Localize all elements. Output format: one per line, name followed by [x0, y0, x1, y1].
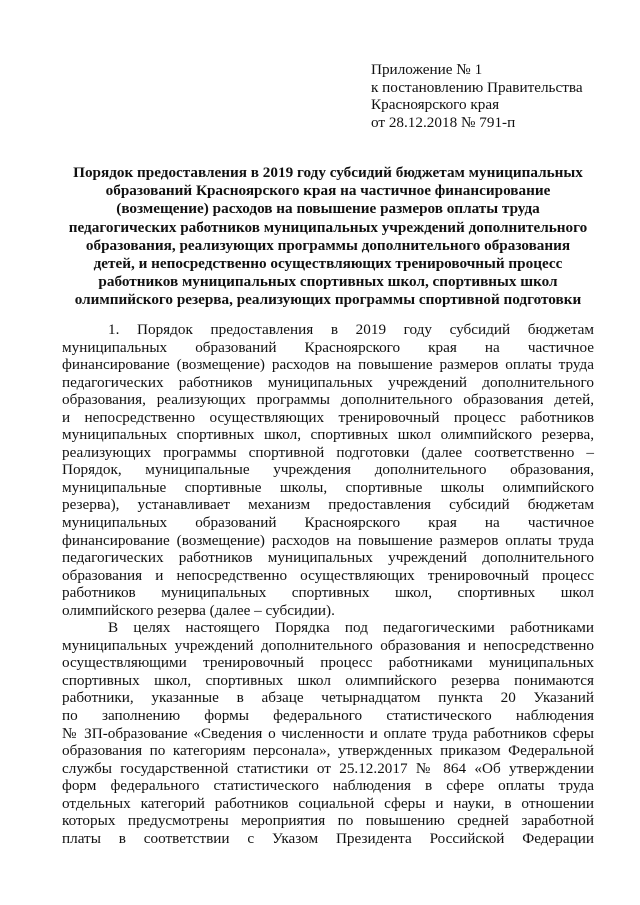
paragraph-2: [62, 619, 594, 847]
text-line: финансирование (возмещение) расходов на повышение размеров оплаты труда: [62, 531, 594, 549]
appendix-resolution-ref: к постановлению Правительства: [371, 78, 583, 96]
text-line: муниципальных образований Красноярского края на частичное: [62, 338, 594, 356]
appendix-date-number: от 28.12.2018 № 791-п: [371, 113, 516, 131]
text-line: резерва), устанавливает механизм предоставления субсидий бюджетам: [62, 496, 594, 514]
text-line: работников муниципальных спортивных школ, спортивных школ: [62, 584, 594, 602]
appendix-header: [371, 61, 621, 131]
title-line: образования, реализующих программы дополнительного образования: [85, 236, 571, 254]
appendix-number: Приложение № 1: [371, 61, 483, 78]
appendix-region: Красноярского края: [371, 96, 500, 114]
title-line: Порядок предоставления в 2019 году субсидий бюджетам муниципальных: [73, 164, 583, 181]
text-line: отдельных категорий работников социальной сферы и науки, в отношении: [62, 794, 594, 812]
text-line: муниципальные спортивные школы, спортивные школы олимпийского: [62, 478, 594, 496]
text-line: педагогических работников муниципальных учреждений дополнительного: [62, 549, 594, 567]
text-line: образования и непосредственно осуществляющих тренировочный процесс: [62, 566, 594, 584]
text-line: осуществляющими тренировочный процесс работниками муниципальных: [62, 654, 594, 672]
text-line: Порядок, муниципальные учреждения дополнительного образования,: [62, 461, 594, 479]
text-line: форм федерального статистического наблюдения в сфере оплаты труда: [62, 777, 594, 795]
text-line: реализующих программы спортивной подготовки (далее соответственно –: [62, 443, 594, 461]
text-line: образования, реализующих программы дополнительного образования детей,: [62, 391, 594, 409]
title-line: (возмещение) расходов на повышение размеров оплаты труда: [116, 200, 540, 218]
text-line: спортивных школ, спортивных школ олимпийского резерва понимаются: [62, 671, 594, 689]
text-line: по заполнению формы федерального статистического наблюдения: [62, 707, 594, 725]
title-line: детей, и непосредственно осуществляющих тренировочный процесс: [93, 255, 563, 273]
title-line: педагогических работников муниципальных учреждений дополнительного: [68, 218, 588, 236]
paragraph-1: [62, 321, 594, 619]
text-line: № ЗП-образование «Сведения о численности и оплате труда работников сферы: [62, 724, 594, 742]
document-title: [62, 164, 594, 310]
title-line: олимпийского резерва, реализующих программы спортивной подготовки: [74, 291, 582, 309]
text-line: платы в соответствии с Указом Президента Российской Федерации: [62, 829, 594, 847]
text-line: и непосредственно осуществляющих тренировочный процесс работников: [62, 408, 594, 426]
text-line: муниципальных учреждений дополнительного образования и непосредственно: [62, 636, 594, 654]
text-line: 1. Порядок предоставления в 2019 году субсидий бюджетам: [108, 321, 594, 338]
text-line: муниципальных спортивных школ, спортивных школ олимпийского резерва,: [62, 426, 594, 444]
text-line: В целях настоящего Порядка под педагогическими работниками: [108, 619, 594, 637]
text-line: финансирование (возмещение) расходов на повышение размеров оплаты труда: [62, 356, 594, 374]
text-line: которых предусмотрены мероприятия по повышению средней заработной: [62, 812, 594, 830]
title-line: работников муниципальных спортивных школ, спортивных школ: [98, 273, 558, 291]
text-line: олимпийского резерва (далее – субсидии).: [62, 601, 335, 619]
document-body: [62, 321, 594, 847]
text-line: службы государственной статистики от 25.12.2017 № 864 «Об утверждении: [62, 759, 594, 777]
text-line: педагогических работников муниципальных учреждений дополнительного: [62, 373, 594, 391]
text-line: муниципальных образований Красноярского края на частичное: [62, 514, 594, 532]
text-line: работники, указанные в абзаце четырнадцатом пункта 20 Указаний: [62, 689, 594, 707]
title-line: образований Красноярского края на частичное финансирование: [105, 182, 551, 200]
text-line: образования по категориям персонала», утвержденных приказом Федеральной: [62, 742, 594, 760]
